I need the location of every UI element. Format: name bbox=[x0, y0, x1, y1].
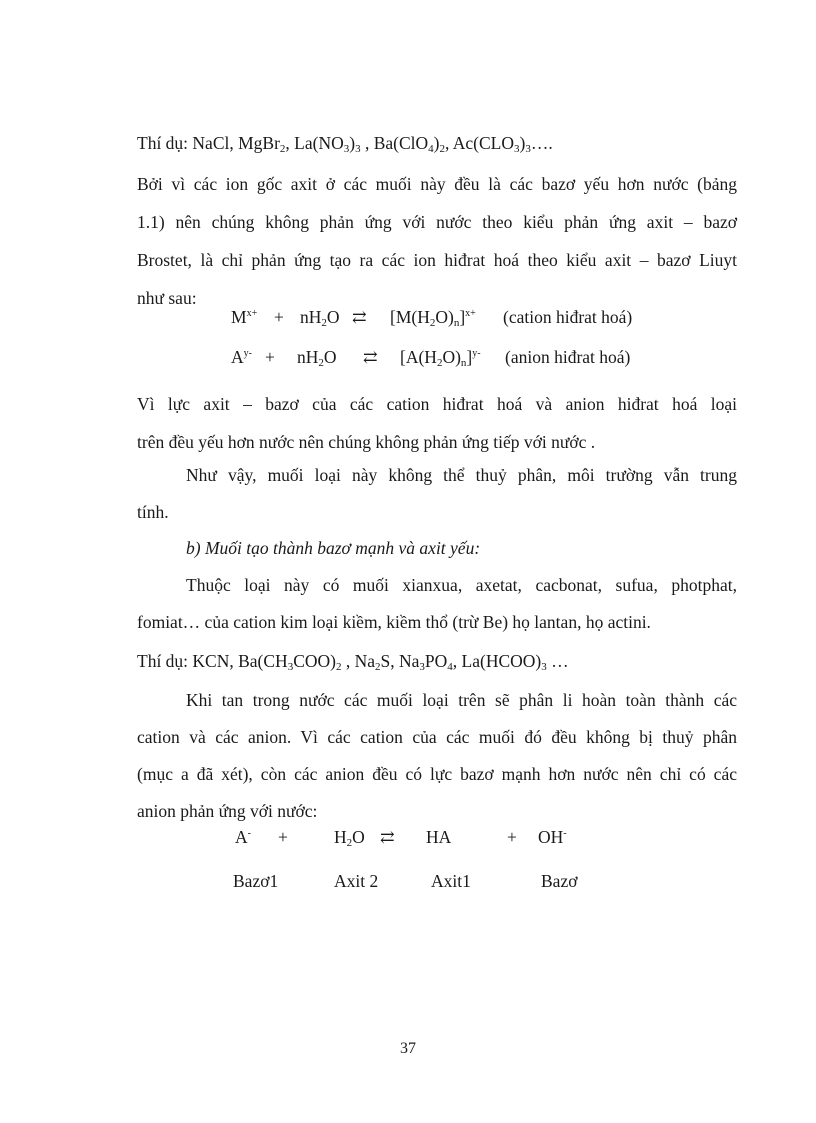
example-label: Thí dụ: bbox=[137, 133, 193, 153]
superscript: - bbox=[563, 828, 567, 839]
para4-line-2: fomiat… của cation kim loại kiềm, kiềm thổ (trừ Be) họ lantan, họ actini. bbox=[137, 612, 651, 632]
subscript: 3 bbox=[541, 661, 547, 673]
formula-text: , Ac(CLO bbox=[444, 133, 514, 153]
formula-text: S, Na bbox=[380, 651, 420, 671]
subscript: 3 bbox=[525, 143, 531, 155]
superscript: x+ bbox=[465, 308, 476, 319]
para1-line-2: 1.1) nên chúng không phản ứng với nước theo kiểu phản ứng axit – bazơ bbox=[137, 212, 737, 232]
superscript: y- bbox=[472, 348, 481, 359]
formula-text: , La(HCOO) bbox=[452, 651, 542, 671]
eq2-plus: + bbox=[265, 347, 275, 367]
subscript: 3 bbox=[343, 143, 350, 155]
para1-line-3: Brostet, là chỉ phản ứng tạo ra các ion hiđrat hoá theo kiểu axit – bazơ Liuyt bbox=[137, 250, 737, 270]
formula-text: ) bbox=[433, 133, 440, 153]
example-label: Thí dụ: bbox=[137, 651, 193, 671]
superscript: - bbox=[247, 828, 251, 839]
para3-line-1: Như vậy, muối loại này không thể thuỷ phân, môi trường vẫn trung bbox=[186, 465, 737, 485]
para1-line-1: Bởi vì các ion gốc axit ở các muối này đều là các bazơ yếu hơn nước (bảng bbox=[137, 174, 737, 194]
para2-line-1: Vì lực axit – bazơ của các cation hiđrat hoá và anion hiđrat hoá loại bbox=[137, 394, 737, 414]
formula-text: …. bbox=[530, 133, 553, 153]
subscript: 3 bbox=[287, 661, 294, 673]
subscript: 3 bbox=[355, 143, 361, 155]
eq2-a bbox=[231, 346, 252, 368]
eq1-m-text: M bbox=[231, 307, 247, 327]
equilibrium-arrow-icon: ⇄ bbox=[380, 827, 395, 847]
example-line-2 bbox=[137, 650, 569, 672]
formula-text: PO bbox=[424, 651, 448, 671]
eq1-nh: nH bbox=[300, 307, 322, 327]
eq1-complex bbox=[390, 306, 476, 328]
label-base1: Bazơ1 bbox=[233, 871, 279, 891]
example-line-1 bbox=[137, 132, 553, 154]
eq2-note: (anion hiđrat hoá) bbox=[505, 347, 631, 367]
subscript: 2 bbox=[439, 143, 445, 155]
eq2-br3: O) bbox=[442, 347, 461, 367]
subscript: 2 bbox=[321, 317, 327, 329]
eq2-complex bbox=[400, 346, 481, 368]
para5-line-4: anion phản ứng với nước: bbox=[137, 801, 318, 821]
para2-line-2: trên đều yếu hơn nước nên chúng không phản ứng tiếp với nước . bbox=[137, 432, 596, 452]
subscript: 2 bbox=[429, 317, 436, 329]
label-acid1: Axit1 bbox=[431, 871, 471, 891]
subscript: 2 bbox=[335, 661, 342, 673]
eq3-oh bbox=[538, 826, 567, 848]
subscript: 2 bbox=[375, 661, 381, 673]
eq3-h: H bbox=[334, 827, 347, 847]
eq3-oh-text: OH bbox=[538, 827, 564, 847]
eq1-br3: O) bbox=[435, 307, 454, 327]
eq2-o: O bbox=[323, 347, 337, 367]
equation-labels bbox=[0, 870, 816, 894]
para1-line-4: như sau: bbox=[137, 288, 197, 308]
formula-text: … bbox=[546, 651, 569, 671]
formula-text: COO) bbox=[293, 651, 336, 671]
formula-text: , Ba(ClO bbox=[360, 133, 429, 153]
subscript: 3 bbox=[419, 661, 425, 673]
eq3-o: O bbox=[352, 827, 365, 847]
subscript: 3 bbox=[514, 143, 520, 155]
formula-text: , Na bbox=[341, 651, 376, 671]
section-heading-b: b) Muối tạo thành bazơ mạnh và axit yếu: bbox=[186, 538, 481, 558]
equation-cation-hydration bbox=[0, 306, 816, 330]
subscript: n bbox=[460, 357, 467, 369]
subscript: 2 bbox=[346, 837, 353, 849]
eq3-water bbox=[334, 826, 365, 848]
subscript: 4 bbox=[447, 661, 453, 673]
subscript: 2 bbox=[318, 357, 324, 369]
subscript: 2 bbox=[436, 357, 443, 369]
eq3-ha: HA bbox=[426, 827, 452, 847]
eq3-a bbox=[235, 826, 251, 848]
formula-text: NaCl, MgBr bbox=[192, 133, 280, 153]
eq1-o: O bbox=[326, 307, 340, 327]
eq1-br4: ] bbox=[459, 307, 466, 327]
equation-anion-hydrolysis bbox=[0, 826, 816, 850]
equation-anion-hydration bbox=[0, 346, 816, 370]
superscript: x+ bbox=[246, 308, 258, 319]
eq2-nh: nH bbox=[297, 347, 319, 367]
para5-line-2: cation và các anion. Vì các cation của các muối đó đều không bị thuỷ phân bbox=[137, 727, 737, 747]
eq3-plus: + bbox=[278, 827, 288, 847]
superscript: y- bbox=[243, 348, 252, 359]
label-acid2: Axit 2 bbox=[334, 871, 379, 891]
eq2-a-text: A bbox=[231, 347, 244, 367]
para5-line-1: Khi tan trong nước các muối loại trên sẽ phân li hoàn toàn thành các bbox=[186, 690, 737, 710]
eq1-note: (cation hiđrat hoá) bbox=[503, 307, 633, 327]
subscript: n bbox=[453, 317, 460, 329]
para5-line-3: (mục a đã xét), còn các anion đều có lực bazơ mạnh hơn nước nên chỉ có các bbox=[137, 764, 737, 784]
eq1-m bbox=[231, 306, 257, 328]
para4-line-1: Thuộc loại này có muối xianxua, axetat, cacbonat, sufua, photphat, bbox=[186, 575, 737, 595]
formula-text: ) bbox=[349, 133, 356, 153]
eq1-br: [M(H bbox=[390, 307, 430, 327]
page-number: 37 bbox=[400, 1040, 416, 1057]
eq2-br4: ] bbox=[466, 347, 473, 367]
equilibrium-arrow-icon: ⇄ bbox=[363, 347, 378, 367]
formula-text: KCN, Ba(CH bbox=[192, 651, 288, 671]
label-base2: Bazơ bbox=[541, 871, 578, 891]
subscript: 4 bbox=[428, 143, 434, 155]
eq3-plus: + bbox=[507, 827, 517, 847]
eq2-water bbox=[297, 346, 337, 368]
para3-line-2: tính. bbox=[137, 502, 169, 522]
eq1-plus: + bbox=[274, 307, 284, 327]
eq1-water bbox=[300, 306, 340, 328]
subscript: 2 bbox=[279, 143, 286, 155]
formula-text: , La(NO bbox=[285, 133, 344, 153]
eq2-br: [A(H bbox=[400, 347, 437, 367]
equilibrium-arrow-icon: ⇄ bbox=[352, 307, 367, 327]
eq3-a-text: A bbox=[235, 827, 248, 847]
formula-text: ) bbox=[519, 133, 526, 153]
